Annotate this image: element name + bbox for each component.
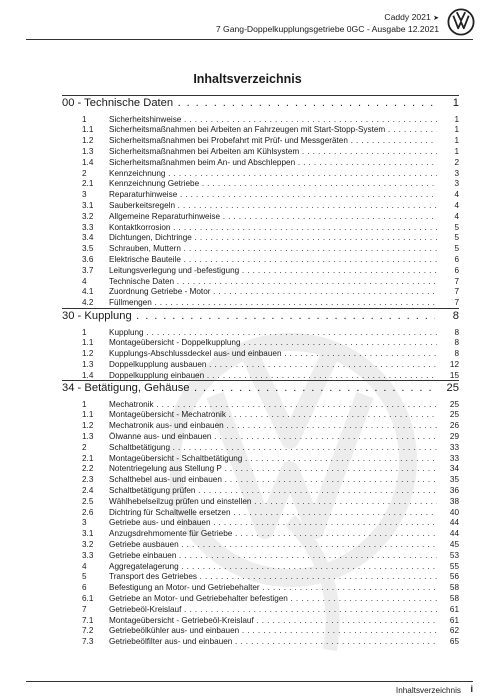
toc-entry-page: 4: [454, 190, 459, 200]
toc-entry-title: Mechatronik . . .: [109, 399, 437, 410]
toc-entry[interactable]: [82, 550, 459, 561]
toc-entry[interactable]: [82, 463, 459, 474]
toc-entry-title: Doppelkupplung einbauen . . .: [109, 370, 437, 381]
toc-entry-title: Getriebe einbauen . . .: [109, 550, 437, 561]
toc-entry-number: 1.4: [82, 157, 94, 167]
toc-section[interactable]: [62, 382, 459, 397]
toc-entry-title: Sicherheitsmaßnahmen beim An- und Abschleppen . . .: [109, 157, 437, 168]
toc-entry-number: 7.1: [82, 615, 94, 625]
toc-entry-page: 6: [454, 265, 459, 275]
toc-entry-page: 44: [449, 518, 459, 528]
toc-entry-title: Zuordnung Getriebe - Motor . . .: [109, 286, 437, 297]
toc-entry-title: Montageübersicht - Schaltbetätigung . . .: [109, 453, 437, 464]
toc-entry-number: 1.2: [82, 136, 94, 146]
toc-entry-page: 2: [454, 157, 459, 167]
toc-entry-title: Wählhebelseilzug prüfen und einstellen . . .: [109, 496, 437, 507]
toc-entry-page: 4: [454, 211, 459, 221]
header-model-text: Caddy 2021: [384, 12, 431, 22]
toc-entry[interactable]: [82, 496, 459, 507]
toc-entry-number: 1: [82, 327, 87, 337]
toc-entry-title: Notentriegelung aus Stellung P . . .: [109, 463, 437, 474]
vw-logo: [447, 8, 475, 36]
toc-entry-number: 2.6: [82, 507, 94, 517]
toc-entry[interactable]: [82, 157, 459, 168]
toc-entry-number: 1.2: [82, 421, 94, 431]
toc-entry-number: 4: [82, 561, 87, 571]
toc-entry-number: 2.3: [82, 475, 94, 485]
toc-entry-number: 3.1: [82, 200, 94, 210]
toc-entry-title: Kennzeichnung . . .: [109, 168, 437, 179]
toc-entry-page: 35: [449, 475, 459, 485]
toc-entry-page: 65: [449, 637, 459, 647]
header-model: [384, 12, 439, 22]
toc-entry-number: 1: [82, 114, 87, 124]
toc-entry-page: 33: [449, 442, 459, 452]
toc-entry-page: 1: [454, 125, 459, 135]
toc-entry[interactable]: [82, 453, 459, 464]
toc-entry-title: Getriebe aus- und einbauen . . .: [109, 517, 437, 528]
toc-entry-page: 33: [449, 453, 459, 463]
toc-entry-title: Sicherheitsmaßnahmen bei Arbeiten an Fahrzeugen mit Start-Stopp-System . . .: [109, 124, 437, 135]
toc-entry[interactable]: [82, 485, 459, 496]
toc-entry-number: 2.4: [82, 485, 94, 495]
toc-entry-page: 58: [449, 593, 459, 603]
toc-entry-title: Getriebeölfilter aus- und einbauen . . .: [109, 636, 437, 647]
toc-entry-number: 1.3: [82, 359, 94, 369]
toc-entry-number: 3.7: [82, 265, 94, 275]
toc-entry[interactable]: [82, 582, 459, 593]
toc-entry-title: Mechatronik aus- und einbauen . . .: [109, 420, 437, 431]
toc-entry-number: 1.1: [82, 338, 94, 348]
toc-entry-title: Technische Daten . . .: [109, 276, 437, 287]
toc-entry-page: 25: [449, 410, 459, 420]
toc-entry-number: 6: [82, 583, 87, 593]
toc-entry[interactable]: [82, 114, 459, 125]
toc-entry-title: Leitungsverlegung und -befestigung . . .: [109, 265, 437, 276]
toc-entry[interactable]: [82, 337, 459, 348]
toc-entry-number: 7.2: [82, 626, 94, 636]
toc-entry-title: Sauberkeitsregeln . . .: [109, 200, 437, 211]
toc-entry[interactable]: [82, 327, 459, 338]
toc-entry-title: Doppelkupplung ausbauen . . .: [109, 359, 437, 370]
toc-entry[interactable]: [82, 561, 459, 572]
toc-entry-title: Sicherheitshinweise . . .: [109, 114, 437, 125]
toc-entry[interactable]: [82, 409, 459, 420]
toc-entry-title: Füllmengen . . .: [109, 297, 437, 308]
toc-entry-page: 53: [449, 550, 459, 560]
toc-entry-title: Getriebeöl-Kreislauf . . .: [109, 604, 437, 615]
toc-entry-page: 34: [449, 464, 459, 474]
toc-entry[interactable]: [82, 359, 459, 370]
toc-entry[interactable]: [82, 200, 459, 211]
toc-entry[interactable]: [82, 348, 459, 359]
toc-entry-title: Transport des Getriebes . . .: [109, 571, 437, 582]
toc-entry-page: 61: [449, 615, 459, 625]
toc-entry[interactable]: [82, 399, 459, 410]
toc-entry-title: Elektrische Bauteile . . .: [109, 254, 437, 265]
header-subtitle: 7 Gang-Doppelkupplungsgetriebe 0GC - Ausgabe 12.2021: [215, 24, 439, 34]
toc-entry[interactable]: [82, 604, 459, 615]
section-rule: [62, 380, 459, 381]
toc-entry[interactable]: [82, 507, 459, 518]
toc-entry-title: Kupplungs-Abschlussdeckel aus- und einbauen . . .: [109, 348, 437, 359]
toc-entry-number: 2.2: [82, 464, 94, 474]
toc-entry-page: 4: [454, 200, 459, 210]
toc-entry-page: 3: [454, 179, 459, 189]
header-rule: [26, 39, 473, 40]
toc-entry-number: 1: [82, 399, 87, 409]
toc-entry[interactable]: [82, 265, 459, 276]
toc-section-title: 30 - Kupplung . . .: [62, 310, 435, 322]
toc-entry-number: 3.1: [82, 529, 94, 539]
toc-entry[interactable]: [82, 211, 459, 222]
toc-entry-number: 1.3: [82, 431, 94, 441]
toc-entry-number: 4.1: [82, 287, 94, 297]
toc-entry-number: 7: [82, 604, 87, 614]
toc-entry-page: 40: [449, 507, 459, 517]
toc-entry-number: 1.3: [82, 146, 94, 156]
toc-section[interactable]: [62, 310, 459, 325]
toc-entry-title: Aggregatelagerung . . .: [109, 561, 437, 572]
toc-entry-page: 7: [454, 298, 459, 308]
toc-entry-title: Getriebeölkühler aus- und einbauen . . .: [109, 625, 437, 636]
toc-section-page: 8: [452, 310, 459, 322]
toc-entry-page: 36: [449, 485, 459, 495]
toc-entry[interactable]: [82, 178, 459, 189]
toc-entry-number: 6.1: [82, 593, 94, 603]
toc-entry-title: Getriebe an Motor- und Getriebehalter befestigen . . .: [109, 593, 437, 604]
toc-entry-number: 2: [82, 442, 87, 452]
toc-entry-number: 3: [82, 518, 87, 528]
toc-entry-title: Befestigung an Motor- und Getriebehalter . . .: [109, 582, 437, 593]
toc-entry-page: 1: [454, 136, 459, 146]
toc-entry-title: Montageübersicht - Mechatronik . . .: [109, 409, 437, 420]
toc-entry-page: 38: [449, 496, 459, 506]
toc-section[interactable]: [62, 97, 459, 112]
toc-entry[interactable]: [82, 243, 459, 254]
toc-entry[interactable]: [82, 189, 459, 200]
toc-entry[interactable]: [82, 286, 459, 297]
toc-entry[interactable]: [82, 615, 459, 626]
toc-entry-page: 45: [449, 539, 459, 549]
toc-entry-page: 1: [454, 146, 459, 156]
header-arrow-icon: ➤: [433, 15, 439, 22]
toc-entry[interactable]: [82, 254, 459, 265]
toc-entry-page: 12: [449, 359, 459, 369]
toc-entry-number: 3.3: [82, 222, 94, 232]
toc-entry-title: Anzugsdrehmomente für Getriebe . . .: [109, 528, 437, 539]
toc-entry[interactable]: [82, 442, 459, 453]
toc-entry-title: Montageübersicht - Doppelkupplung . . .: [109, 337, 437, 348]
toc-entry[interactable]: [82, 168, 459, 179]
toc-entry[interactable]: [82, 539, 459, 550]
toc-entry-number: 2.5: [82, 496, 94, 506]
toc-entry-page: 5: [454, 222, 459, 232]
toc-entry-number: 1.2: [82, 349, 94, 359]
toc-entry-number: 2: [82, 168, 87, 178]
toc-entry-page: 56: [449, 572, 459, 582]
toc-entry-title: Ölwanne aus- und einbauen . . .: [109, 431, 437, 442]
toc-entry-page: 44: [449, 529, 459, 539]
toc-entry-page: 61: [449, 604, 459, 614]
document-title: Inhaltsverzeichnis: [193, 72, 302, 86]
toc-entry-page: 29: [449, 431, 459, 441]
toc-entry[interactable]: [82, 593, 459, 604]
toc-entry[interactable]: [82, 528, 459, 539]
toc-entry-page: 7: [454, 276, 459, 286]
toc-entry-title: Allgemeine Reparaturhinweise . . .: [109, 211, 437, 222]
toc-section-title: 00 - Technische Daten . . .: [62, 97, 435, 109]
toc-entry-number: 7.3: [82, 637, 94, 647]
toc-entry-number: 3.6: [82, 254, 94, 264]
toc-entry-page: 3: [454, 168, 459, 178]
toc-entry-page: 15: [449, 370, 459, 380]
section-rule: [62, 95, 459, 96]
toc-entry-page: 8: [454, 338, 459, 348]
toc-entry-page: 8: [454, 349, 459, 359]
toc-entry-title: Schaltbetätigung prüfen . . .: [109, 485, 437, 496]
footer-rule: [26, 681, 473, 682]
toc-entry-page: 58: [449, 583, 459, 593]
toc-entry-title: Sicherheitsmaßnahmen bei Arbeiten am Kühlsystem . . .: [109, 146, 437, 157]
toc-entry-page: 6: [454, 254, 459, 264]
toc-entry-number: 2.1: [82, 453, 94, 463]
toc-entry-page: 8: [454, 327, 459, 337]
toc-entry-title: Getriebe ausbauen . . .: [109, 539, 437, 550]
toc-entry-page: 5: [454, 244, 459, 254]
toc-entry-number: 5: [82, 572, 87, 582]
toc-entry-title: Schalthebel aus- und einbauen . . .: [109, 474, 437, 485]
toc-entry-page: 7: [454, 287, 459, 297]
toc-section-title: 34 - Betätigung, Gehäuse . . .: [62, 382, 435, 394]
toc-entry-page: 62: [449, 626, 459, 636]
footer-title: Inhaltsverzeichnis: [395, 686, 461, 695]
toc-entry-title: Dichtring für Schaltwelle ersetzen . . .: [109, 507, 437, 518]
toc-entry-number: 3.2: [82, 539, 94, 549]
section-rule: [62, 308, 459, 309]
toc-entry-title: Reparaturhinweise . . .: [109, 189, 437, 200]
toc-entry[interactable]: [82, 297, 459, 308]
toc-entry-page: 25: [449, 399, 459, 409]
toc-entry-title: Sicherheitsmaßnahmen bei Probefahrt mit Prüf- und Messgeräten . . .: [109, 135, 437, 146]
toc-entry-page: 55: [449, 561, 459, 571]
toc-entry-title: Montageübersicht - Getriebeöl-Kreislauf . . .: [109, 615, 437, 626]
toc-entry[interactable]: [82, 636, 459, 647]
toc-entry[interactable]: [82, 420, 459, 431]
toc-entry-title: Kontaktkorrosion . . .: [109, 222, 437, 233]
toc-section-page: 1: [452, 97, 459, 109]
toc-entry-number: 3.5: [82, 244, 94, 254]
toc-entry-title: Schaltbetätigung . . .: [109, 442, 437, 453]
toc-entry-page: 26: [449, 421, 459, 431]
toc-entry[interactable]: [82, 517, 459, 528]
toc-entry-title: Dichtungen, Dichtringe . . .: [109, 232, 437, 243]
toc-entry[interactable]: [82, 232, 459, 243]
toc-entry-title: Kennzeichnung Getriebe . . .: [109, 178, 437, 189]
toc-entry-number: 2.1: [82, 179, 94, 189]
toc-entry-number: 3.4: [82, 233, 94, 243]
footer-page-number: i: [470, 684, 473, 694]
toc-entry[interactable]: [82, 124, 459, 135]
toc-entry-number: 1.1: [82, 410, 94, 420]
toc-entry[interactable]: [82, 222, 459, 233]
toc-entry-number: 1.1: [82, 125, 94, 135]
toc-entry[interactable]: [82, 276, 459, 287]
toc-section-page: 25: [446, 382, 459, 394]
toc-entry-number: 3.2: [82, 211, 94, 221]
toc-entry[interactable]: [82, 431, 459, 442]
toc-entry-title: Kupplung . . .: [109, 327, 437, 338]
toc-entry-number: 4.2: [82, 298, 94, 308]
toc-entry-number: 3: [82, 190, 87, 200]
toc-entry-number: 1.4: [82, 370, 94, 380]
toc-entry-page: 5: [454, 233, 459, 243]
toc-entry[interactable]: [82, 474, 459, 485]
toc-entry-page: 1: [454, 114, 459, 124]
toc-entry-title: Schrauben, Muttern . . .: [109, 243, 437, 254]
toc-entry[interactable]: [82, 625, 459, 636]
toc-entry[interactable]: [82, 146, 459, 157]
toc-entry[interactable]: [82, 571, 459, 582]
toc-entry-number: 3.3: [82, 550, 94, 560]
toc-entry-number: 4: [82, 276, 87, 286]
toc-entry[interactable]: [82, 135, 459, 146]
